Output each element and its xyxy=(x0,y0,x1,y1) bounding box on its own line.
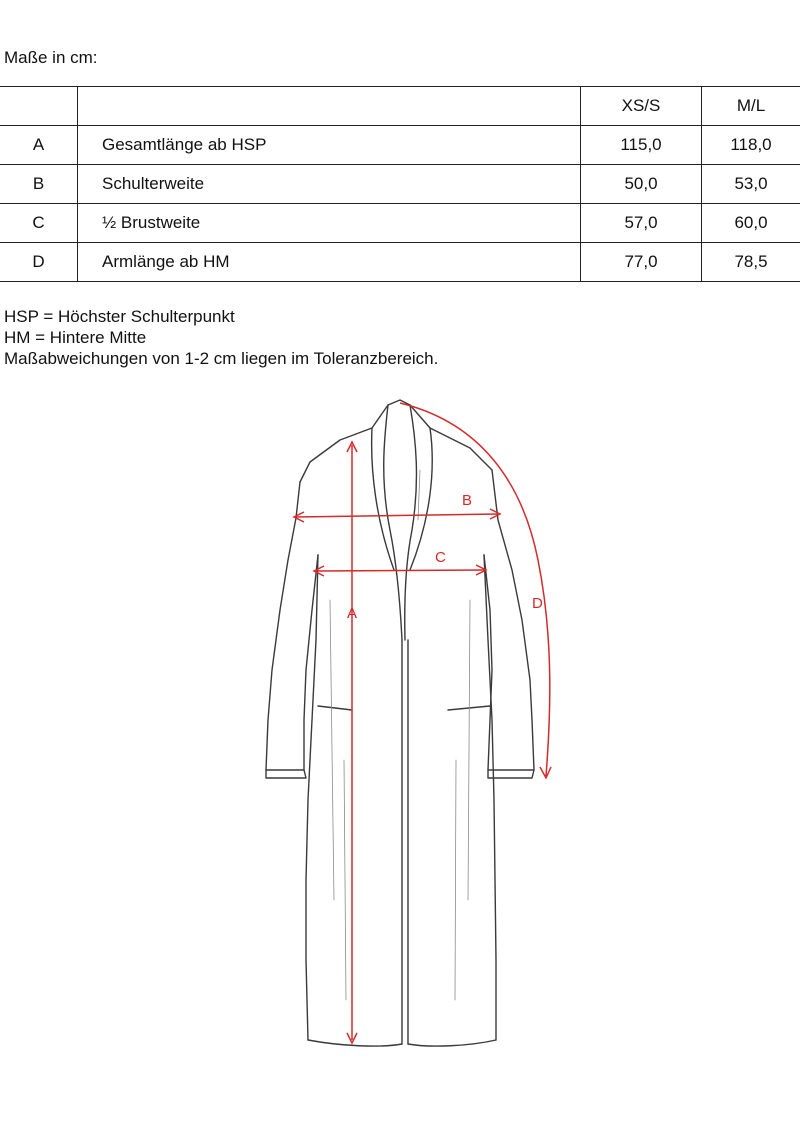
row-value-m-l: 53,0 xyxy=(702,165,800,204)
header-cell-m-l: M/L xyxy=(702,87,800,126)
table-row xyxy=(0,165,800,204)
row-value-xs-s: 50,0 xyxy=(581,165,702,204)
measurement-b xyxy=(294,492,500,522)
row-name: Schulterweite xyxy=(78,165,581,204)
row-name: ½ Brustweite xyxy=(78,204,581,243)
row-key: B xyxy=(0,165,78,204)
label-b: B xyxy=(462,492,473,509)
label-d: D xyxy=(532,595,543,612)
notes xyxy=(4,306,438,369)
size-table xyxy=(0,86,800,282)
table-row xyxy=(0,204,800,243)
note-tolerance: Maßabweichungen von 1-2 cm liegen im Toleranzbereich. xyxy=(4,349,439,368)
row-key: D xyxy=(0,243,78,282)
header-cell-key xyxy=(0,87,78,126)
row-name: Gesamtlänge ab HSP xyxy=(78,126,581,165)
measurements-heading: Maße in cm: xyxy=(4,48,98,67)
measurement-a xyxy=(347,442,357,1043)
table-row xyxy=(0,126,800,165)
measurement-c xyxy=(314,549,486,576)
row-value-xs-s: 57,0 xyxy=(581,204,702,243)
note-hm: HM = Hintere Mitte xyxy=(4,328,147,347)
row-value-m-l: 78,5 xyxy=(702,243,800,282)
row-key: A xyxy=(0,126,78,165)
table-header-row xyxy=(0,87,800,126)
row-key: C xyxy=(0,204,78,243)
label-a: A xyxy=(347,605,358,622)
coat-sketch xyxy=(266,400,534,1046)
header-cell-xs-s: XS/S xyxy=(581,87,702,126)
coat-technical-drawing xyxy=(0,380,800,1080)
row-value-m-l: 118,0 xyxy=(702,126,800,165)
row-value-m-l: 60,0 xyxy=(702,204,800,243)
row-value-xs-s: 115,0 xyxy=(581,126,702,165)
row-value-xs-s: 77,0 xyxy=(581,243,702,282)
row-name: Armlänge ab HM xyxy=(78,243,581,282)
note-hsp: HSP = Höchster Schulterpunkt xyxy=(4,307,235,326)
label-c: C xyxy=(435,549,446,566)
table-row xyxy=(0,243,800,282)
header-cell-name xyxy=(78,87,581,126)
measurement-d xyxy=(400,403,551,778)
